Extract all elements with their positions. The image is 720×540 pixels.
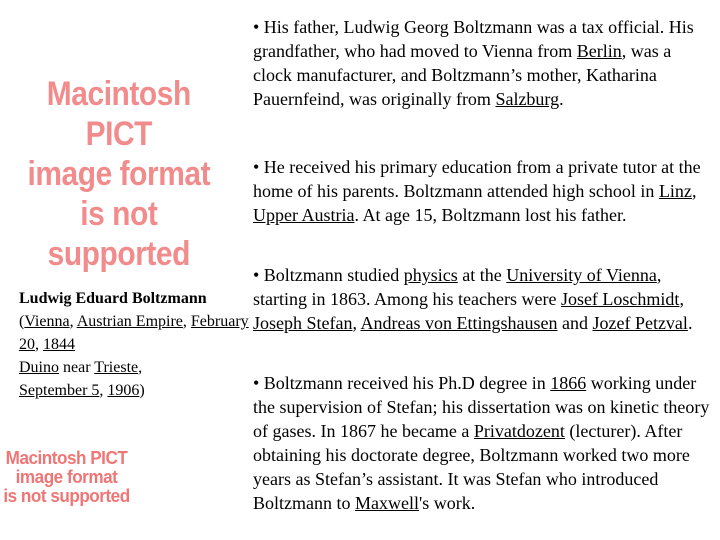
bullet-text: working under the supervision of Stefan; his dissertation was on kinetic theory of gases. In 1867 he became a — [253, 373, 710, 441]
bullet-text: . At age 15, Boltzmann lost his father. — [354, 205, 627, 225]
link-1866[interactable]: 1866 — [550, 373, 587, 393]
link-physics[interactable]: physics — [403, 265, 458, 285]
bullet-doctorate — [253, 371, 713, 515]
caption-name: Ludwig Eduard Boltzmann — [19, 290, 207, 307]
unsupported-image-placeholder-top — [22, 74, 216, 274]
placeholder-line: Macintosh PICT — [46, 75, 191, 153]
bullet-text: • He received his primary education from a private tutor at the home of his parents. Boltzmann attended high school in — [253, 157, 701, 201]
link-berlin[interactable]: Berlin — [576, 41, 622, 61]
caption-text: , — [69, 313, 77, 330]
link-privatdozent[interactable]: Privatdozent — [473, 421, 565, 441]
caption-text: near — [59, 359, 95, 376]
bullet-text: , — [679, 289, 684, 309]
caption-text: , — [182, 313, 191, 330]
bullet-text: , — [352, 313, 361, 333]
link-september-5[interactable]: September 5 — [19, 382, 100, 399]
link-linz[interactable]: Linz — [658, 181, 692, 201]
bullet-family — [253, 15, 713, 111]
link-university-of-vienna[interactable]: University of Vienna — [506, 265, 657, 285]
link-jozef-petzval[interactable]: Jozef Petzval — [592, 313, 688, 333]
placeholder-line: is not supported — [47, 195, 190, 273]
link-1906[interactable]: 1906 — [107, 382, 140, 399]
link-austrian-empire[interactable]: Austrian Empire — [76, 313, 183, 330]
bullet-text: • Boltzmann studied — [253, 265, 404, 285]
unsupported-image-placeholder-bottom — [0, 449, 133, 506]
caption-text: , — [99, 382, 108, 399]
bullet-text: (lecturer). After obtaining his doctorate degree, Boltzmann worked two more years as Stefan’s assistant. It was Stefan who introduced Boltzmann to — [253, 421, 690, 513]
link-february-20[interactable]: February 20 — [19, 313, 249, 353]
caption-text: , — [35, 336, 43, 353]
placeholder-line: image format — [15, 467, 118, 487]
link-andreas-von-ettingshausen[interactable]: Andreas von Ettingshausen — [360, 313, 558, 333]
bullet-text: , starting in 1863. Among his teachers were — [253, 265, 662, 309]
link-vienna[interactable]: Vienna — [24, 313, 70, 330]
bullet-text: • His father, Ludwig Georg Boltzmann was a tax official. His grandfather, who had moved to Vienna from — [253, 17, 694, 61]
link-joseph-stefan[interactable]: Joseph Stefan — [253, 313, 353, 333]
placeholder-line: image format — [27, 155, 211, 193]
link-josef-loschmidt[interactable]: Josef Loschmidt — [560, 289, 680, 309]
bullet-text: 's work. — [418, 493, 476, 513]
link-salzburg[interactable]: Salzburg — [495, 89, 560, 109]
bullet-education — [253, 155, 713, 227]
portrait-caption — [19, 287, 249, 402]
bullet-text: and — [557, 313, 593, 333]
bullet-text: at the — [457, 265, 507, 285]
link-duino[interactable]: Duino — [19, 359, 59, 376]
placeholder-line: is not supported — [3, 486, 130, 506]
caption-text: ( — [19, 313, 25, 330]
bullet-text: , was a clock manufacturer, and Boltzmann’s mother, Katharina Pauernfeind, was originally from — [253, 41, 672, 109]
link-trieste[interactable]: Trieste — [94, 359, 139, 376]
caption-text: ) — [139, 382, 145, 399]
bullet-university — [253, 263, 713, 335]
link-maxwell[interactable]: Maxwell — [355, 493, 419, 513]
bullet-text: , — [691, 181, 697, 201]
bullet-text: • Boltzmann received his Ph.D degree in — [253, 373, 551, 393]
caption-text: , — [138, 359, 143, 376]
bullet-text: . — [559, 89, 564, 109]
link-1844[interactable]: 1844 — [43, 336, 75, 353]
placeholder-line: Macintosh PICT — [5, 448, 128, 468]
link-upper-austria[interactable]: Upper Austria — [253, 205, 355, 225]
bullet-text: . — [687, 313, 693, 333]
